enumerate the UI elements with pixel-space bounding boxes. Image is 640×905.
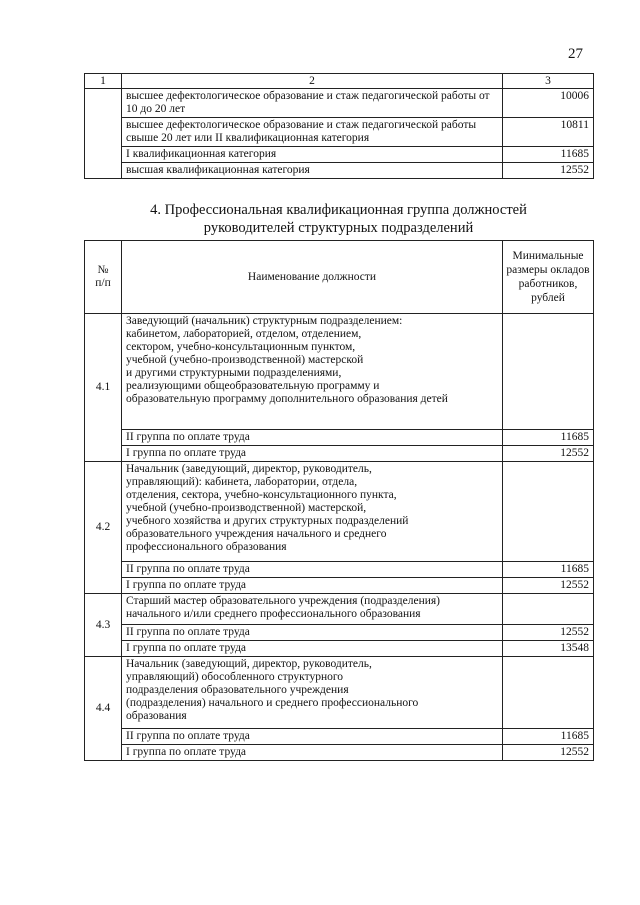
table-row	[85, 641, 594, 657]
salary-value: 12552	[503, 745, 594, 761]
section-heading-line1: 4. Профессиональная квалификационная группа должностей	[150, 202, 527, 218]
table-row	[85, 625, 594, 641]
pay-group-name: I группа по оплате труда	[122, 446, 503, 462]
salary-table-continued	[84, 73, 594, 179]
salary-value: 12552	[503, 446, 594, 462]
empty-value-cell	[503, 594, 594, 625]
table-row	[85, 729, 594, 745]
empty-value-cell	[503, 462, 594, 562]
salary-value: 11685	[503, 430, 594, 446]
section-heading	[84, 201, 593, 237]
table-row	[85, 314, 594, 430]
salary-value: 11685	[503, 147, 594, 163]
table-row	[85, 578, 594, 594]
group-title: Старший мастер образовательного учреждения (подразделения) начального и/или среднего профессионального образования	[122, 594, 503, 625]
salary-table-section-4	[84, 240, 594, 761]
salary-value: 13548	[503, 641, 594, 657]
pay-group-name: I группа по оплате труда	[122, 578, 503, 594]
pay-group-name: I группа по оплате труда	[122, 641, 503, 657]
col-header-3: 3	[503, 74, 594, 89]
table-header-row	[85, 241, 594, 314]
table-row	[85, 147, 594, 163]
col-header-2: 2	[122, 74, 503, 89]
table-header-row	[85, 74, 594, 89]
header-num: № п/п	[85, 241, 122, 314]
table-row	[85, 594, 594, 625]
table-row	[85, 745, 594, 761]
pay-group-name: II группа по оплате труда	[122, 430, 503, 446]
group-title: Начальник (заведующий, директор, руководитель, управляющий) обособленного структурного подразделения образовательного учреждения (подразделения) начального и среднего профессионального образования	[122, 657, 503, 729]
group-number: 4.3	[85, 594, 122, 657]
table-row	[85, 163, 594, 179]
table-row	[85, 446, 594, 462]
header-name: Наименование должности	[122, 241, 503, 314]
position-name: высшее дефектологическое образование и стаж педагогической работы свыше 20 лет или II квалификационная категория	[122, 118, 503, 147]
col-header-1: 1	[85, 74, 122, 89]
table-row	[85, 462, 594, 562]
position-name: высшее дефектологическое образование и стаж педагогической работы от 10 до 20 лет	[122, 89, 503, 118]
pay-group-name: II группа по оплате труда	[122, 625, 503, 641]
empty-value-cell	[503, 314, 594, 430]
salary-value: 11685	[503, 562, 594, 578]
group-number: 4.2	[85, 462, 122, 594]
table-row	[85, 118, 594, 147]
header-value: Минимальные размеры окладов работников, рублей	[503, 241, 594, 314]
salary-value: 11685	[503, 729, 594, 745]
table-row	[85, 89, 594, 118]
table-row	[85, 430, 594, 446]
table-row	[85, 562, 594, 578]
position-name: I квалификационная категория	[122, 147, 503, 163]
empty-value-cell	[503, 657, 594, 729]
group-title: Начальник (заведующий, директор, руководитель, управляющий): кабинета, лаборатории, отдела, отделения, сектора, учебно-консультационного пункта, учебной (учебно-производственной) мастерской, учебного хозяйства и других структурных подразделений образовательного учреждения начального и среднего профессионального образования	[122, 462, 503, 562]
salary-value: 10006	[503, 89, 594, 118]
group-title: Заведующий (начальник) структурным подразделением: кабинетом, лабораторией, отделом, отделением, сектором, учебно-консультационным пунктом, учебной (учебно-производственной) мастерской и другими структурными подразделениями, реализующими общеобразовательную программу и образовательную программу дополнительного образования детей	[122, 314, 503, 430]
group-number: 4.4	[85, 657, 122, 761]
table-row	[85, 657, 594, 729]
salary-value: 12552	[503, 578, 594, 594]
section-heading-line2: руководителей структурных подразделений	[203, 220, 474, 236]
page-number: 27	[568, 46, 583, 62]
pay-group-name: I группа по оплате труда	[122, 745, 503, 761]
salary-value: 12552	[503, 625, 594, 641]
empty-num-cell	[85, 89, 122, 179]
salary-value: 12552	[503, 163, 594, 179]
salary-value: 10811	[503, 118, 594, 147]
pay-group-name: II группа по оплате труда	[122, 562, 503, 578]
position-name: высшая квалификационная категория	[122, 163, 503, 179]
group-number: 4.1	[85, 314, 122, 462]
pay-group-name: II группа по оплате труда	[122, 729, 503, 745]
